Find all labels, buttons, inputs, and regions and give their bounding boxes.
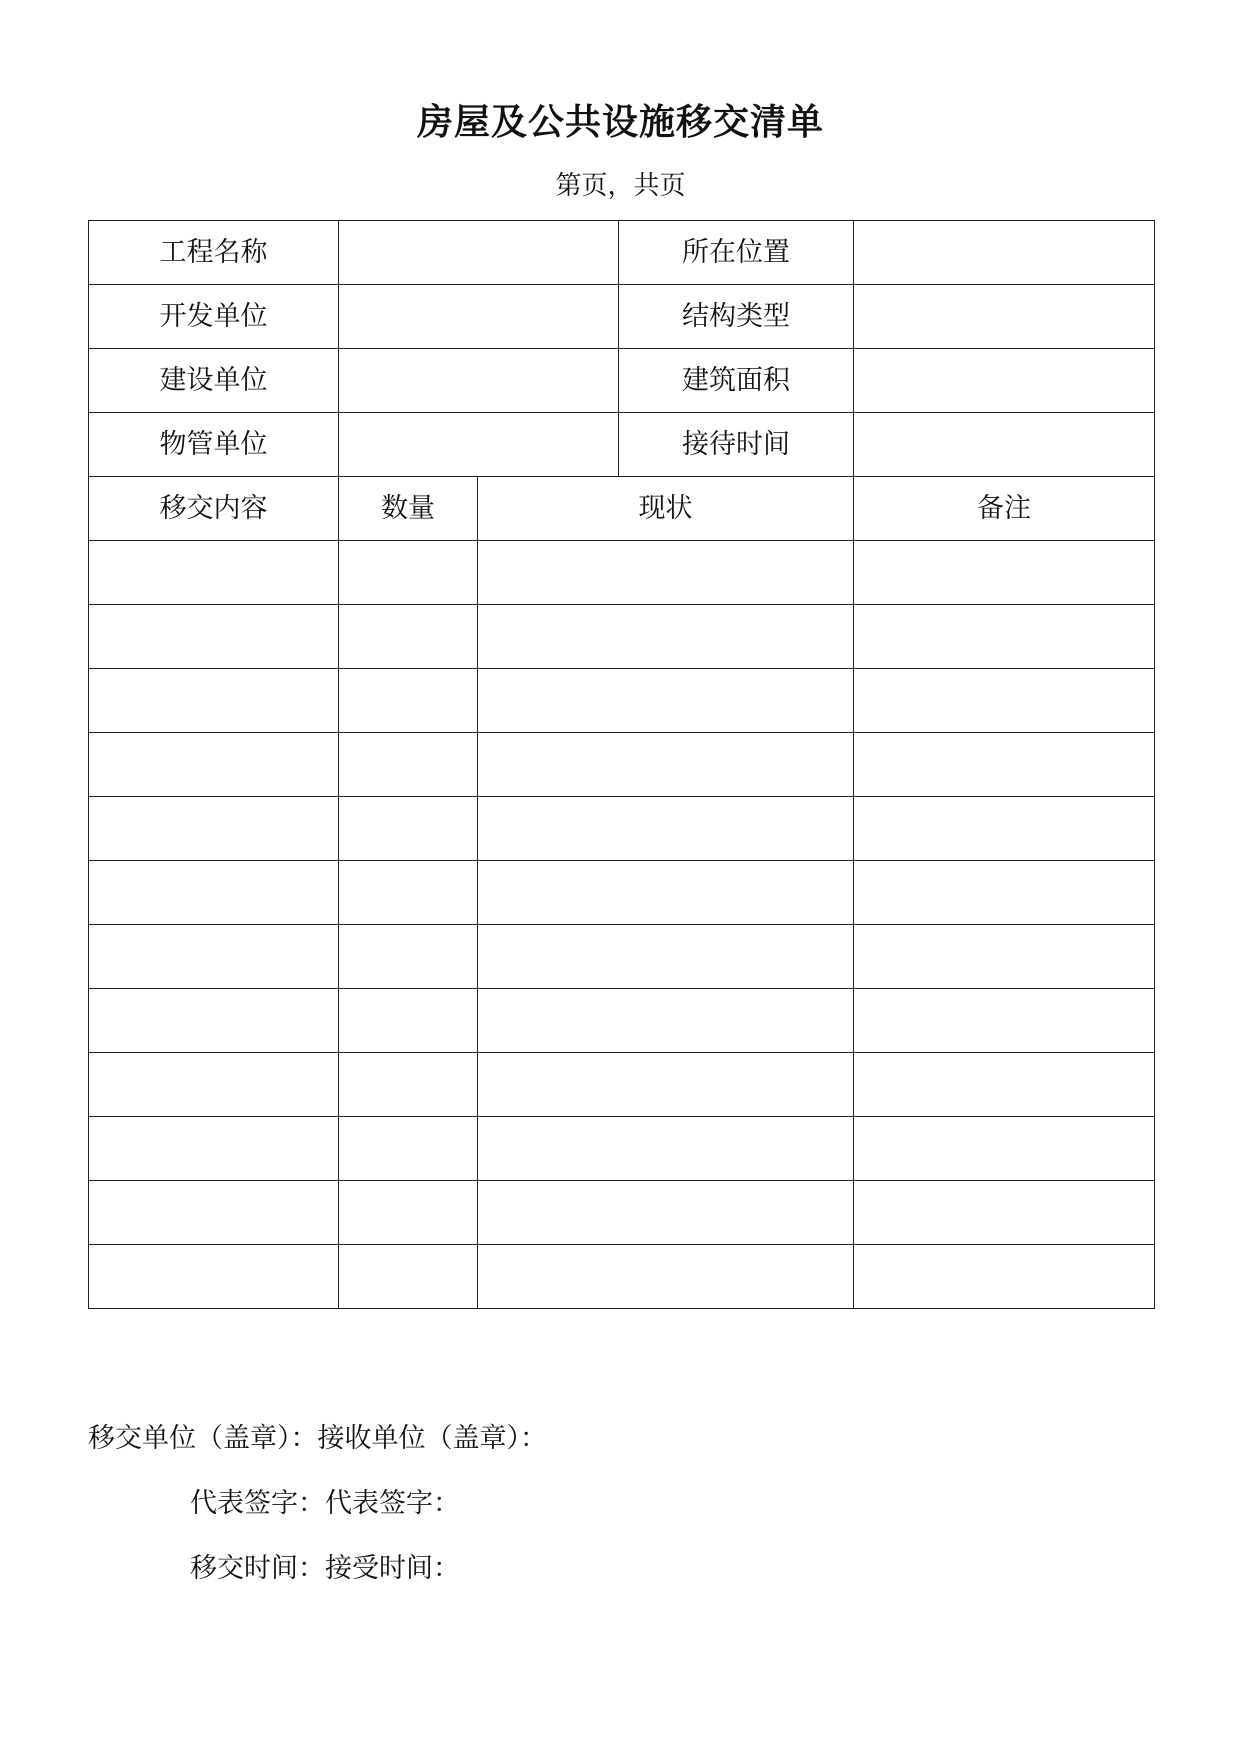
info-value-cell[interactable] (339, 349, 619, 413)
receiving-unit-seal-label: 接收单位（盖章）： (317, 1423, 547, 1454)
info-label: 建设单位 (89, 349, 339, 413)
content-cell[interactable] (89, 733, 339, 797)
table-row (89, 733, 1155, 797)
status-cell[interactable] (478, 1181, 854, 1245)
quantity-cell[interactable] (339, 605, 478, 669)
table-row (89, 861, 1155, 925)
info-value-cell[interactable] (854, 285, 1155, 349)
header-status: 现状 (478, 477, 854, 541)
footer-line-seal (88, 1421, 547, 1457)
status-cell[interactable] (478, 1245, 854, 1309)
info-row (89, 413, 1155, 477)
remarks-cell[interactable] (854, 1117, 1155, 1181)
quantity-cell[interactable] (339, 1053, 478, 1117)
quantity-cell[interactable] (339, 1245, 478, 1309)
info-value-cell[interactable] (339, 221, 619, 285)
info-label: 所在位置 (619, 221, 854, 285)
content-cell[interactable] (89, 541, 339, 605)
table-row (89, 925, 1155, 989)
status-cell[interactable] (478, 605, 854, 669)
items-section (89, 541, 1155, 1309)
footer-line-date (190, 1551, 460, 1587)
info-row (89, 285, 1155, 349)
status-cell[interactable] (478, 541, 854, 605)
remarks-cell[interactable] (854, 925, 1155, 989)
quantity-cell[interactable] (339, 925, 478, 989)
handover-date-label: 移交时间： (190, 1553, 325, 1584)
content-cell[interactable] (89, 605, 339, 669)
content-cell[interactable] (89, 1245, 339, 1309)
info-row (89, 221, 1155, 285)
remarks-cell[interactable] (854, 733, 1155, 797)
receiving-signature-label: 代表签字： (325, 1488, 460, 1519)
status-cell[interactable] (478, 1117, 854, 1181)
handover-unit-seal-label: 移交单位（盖章）： (88, 1423, 318, 1454)
handover-table (88, 220, 1155, 1309)
info-section (89, 221, 1155, 541)
table-row (89, 605, 1155, 669)
table-row (89, 989, 1155, 1053)
table-row (89, 1181, 1155, 1245)
quantity-cell[interactable] (339, 1181, 478, 1245)
remarks-cell[interactable] (854, 797, 1155, 861)
info-label: 结构类型 (619, 285, 854, 349)
header-remarks: 备注 (854, 477, 1155, 541)
info-value-cell[interactable] (339, 413, 619, 477)
table-row (89, 797, 1155, 861)
table-row (89, 1245, 1155, 1309)
info-label: 建筑面积 (619, 349, 854, 413)
info-label: 物管单位 (89, 413, 339, 477)
quantity-cell[interactable] (339, 861, 478, 925)
info-row (89, 349, 1155, 413)
content-cell[interactable] (89, 797, 339, 861)
status-cell[interactable] (478, 669, 854, 733)
status-cell[interactable] (478, 1053, 854, 1117)
content-cell[interactable] (89, 1053, 339, 1117)
info-value-cell[interactable] (339, 285, 619, 349)
handover-signature-label: 代表签字： (190, 1488, 325, 1519)
document-title: 房屋及公共设施移交清单 (416, 101, 824, 143)
status-cell[interactable] (478, 925, 854, 989)
quantity-cell[interactable] (339, 669, 478, 733)
status-cell[interactable] (478, 733, 854, 797)
quantity-cell[interactable] (339, 733, 478, 797)
quantity-cell[interactable] (339, 989, 478, 1053)
quantity-cell[interactable] (339, 797, 478, 861)
content-cell[interactable] (89, 861, 339, 925)
remarks-cell[interactable] (854, 669, 1155, 733)
content-cell[interactable] (89, 989, 339, 1053)
table-row (89, 1117, 1155, 1181)
content-cell[interactable] (89, 669, 339, 733)
remarks-cell[interactable] (854, 1245, 1155, 1309)
content-cell[interactable] (89, 925, 339, 989)
content-cell[interactable] (89, 1181, 339, 1245)
footer-line-signature (190, 1486, 460, 1522)
items-header-row (89, 477, 1155, 541)
status-cell[interactable] (478, 797, 854, 861)
header-quantity: 数量 (339, 477, 478, 541)
status-cell[interactable] (478, 861, 854, 925)
quantity-cell[interactable] (339, 541, 478, 605)
info-value-cell[interactable] (854, 413, 1155, 477)
info-label: 工程名称 (89, 221, 339, 285)
content-cell[interactable] (89, 1117, 339, 1181)
receiving-date-label: 接受时间： (325, 1553, 460, 1584)
remarks-cell[interactable] (854, 605, 1155, 669)
status-cell[interactable] (478, 989, 854, 1053)
remarks-cell[interactable] (854, 989, 1155, 1053)
remarks-cell[interactable] (854, 1181, 1155, 1245)
quantity-cell[interactable] (339, 1117, 478, 1181)
remarks-cell[interactable] (854, 541, 1155, 605)
remarks-cell[interactable] (854, 861, 1155, 925)
table-row (89, 669, 1155, 733)
info-label: 开发单位 (89, 285, 339, 349)
header-content: 移交内容 (89, 477, 339, 541)
info-label: 接待时间 (619, 413, 854, 477)
remarks-cell[interactable] (854, 1053, 1155, 1117)
table-row (89, 1053, 1155, 1117)
info-value-cell[interactable] (854, 221, 1155, 285)
page-info: 第页，共页 (555, 171, 686, 201)
info-value-cell[interactable] (854, 349, 1155, 413)
table-row (89, 541, 1155, 605)
